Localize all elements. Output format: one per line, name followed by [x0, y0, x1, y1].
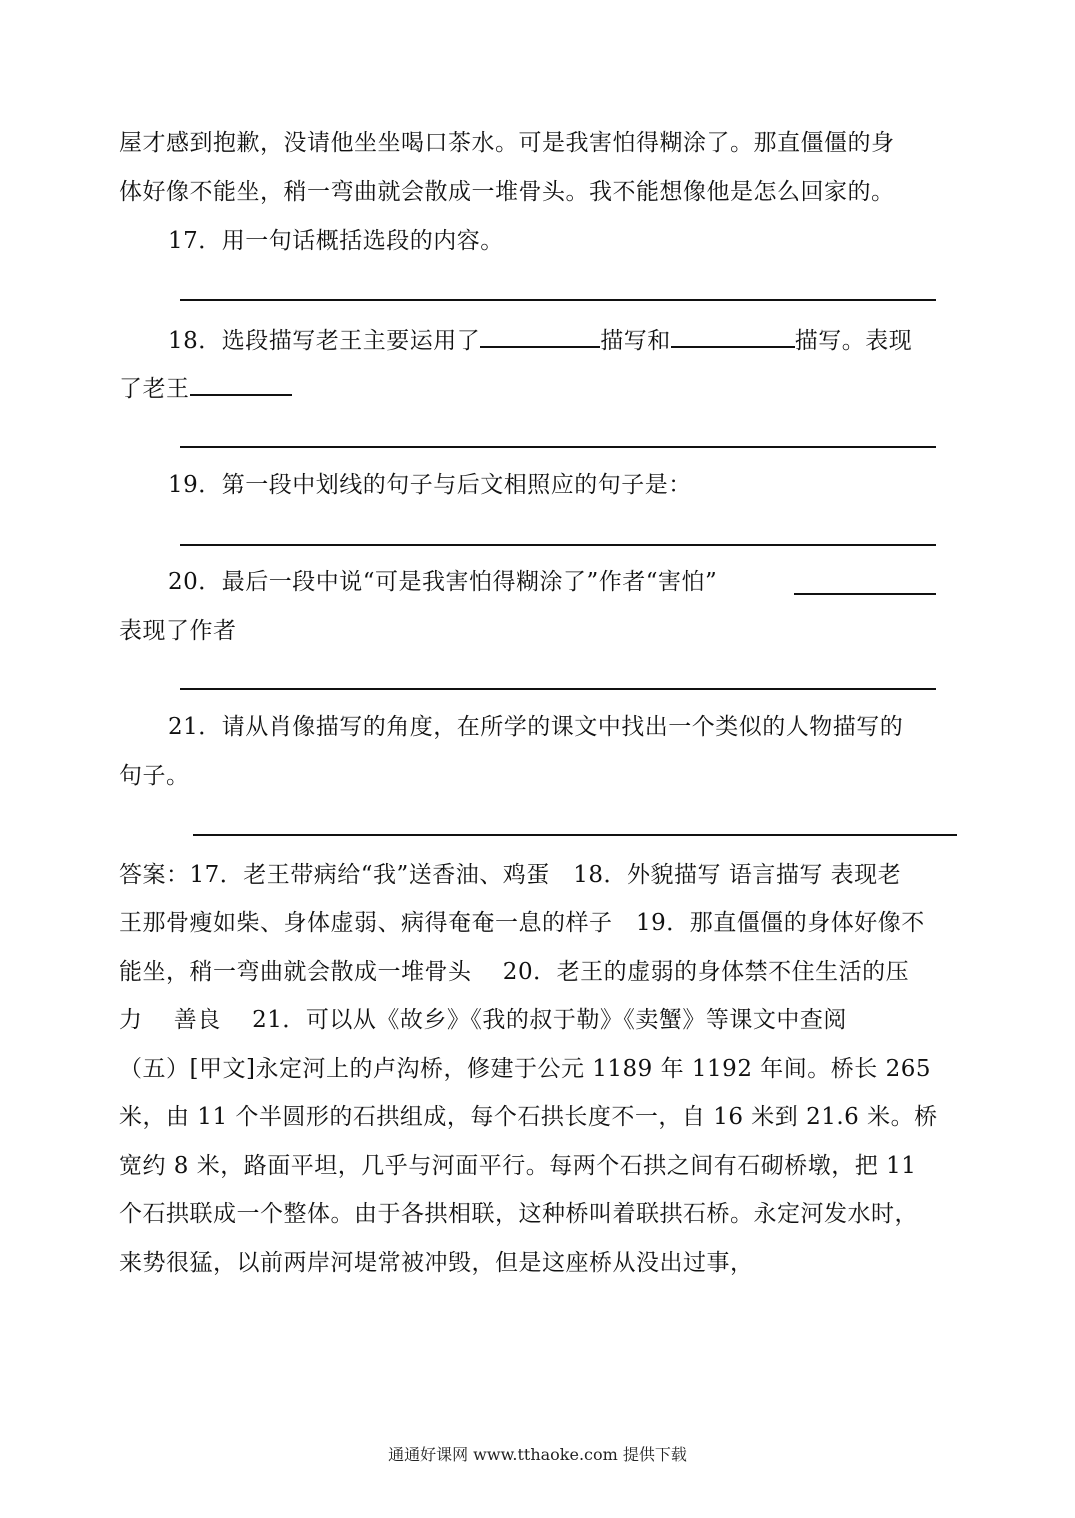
- answer-blank-17[interactable]: [180, 299, 936, 301]
- question-18-line-2: [119, 372, 959, 404]
- q20-text-a: 20．最后一段中说“可是我害怕得糊涂了”作者“害怕”: [168, 569, 718, 595]
- section5-line-3: 宽约 8 米，路面平坦，几乎与河面平行。每两个石拱之间有石砌桥墩，把 11: [119, 1153, 917, 1179]
- question-21-line-2: 句子。: [119, 763, 190, 789]
- q18-text-d: 了老王: [119, 376, 190, 402]
- section5-line-2: 米，由 11 个半圆形的石拱组成，每个石拱长度不一，自 16 米到 21.6 米。桥: [119, 1104, 938, 1130]
- q18-blank-3[interactable]: [190, 372, 292, 396]
- answer-blank-20[interactable]: [180, 688, 936, 690]
- question-20-line-2: 表现了作者: [119, 618, 237, 644]
- q18-blank-2[interactable]: [671, 324, 795, 348]
- q20-blank[interactable]: [794, 593, 936, 595]
- passage-line-1: 屋才感到抱歉，没请他坐坐喝口茶水。可是我害怕得糊涂了。那直僵僵的身: [119, 130, 895, 156]
- q18-text-c: 描写。表现: [794, 328, 913, 354]
- answer-blank-19[interactable]: [180, 544, 936, 546]
- question-21-line-1: 21．请从肖像描写的角度，在所学的课文中找出一个类似的人物描写的: [168, 714, 904, 740]
- question-18-line-1: [168, 324, 1008, 356]
- passage-line-2: 体好像不能坐，稍一弯曲就会散成一堆骨头。我不能想像他是怎么回家的。: [119, 179, 895, 205]
- page-footer: 通通好课网 www.tthaoke.com 提供下载: [388, 1445, 687, 1464]
- answer-line-2: 王那骨瘦如柴、身体虚弱、病得奄奄一息的样子 19．那直僵僵的身体好像不: [119, 910, 925, 936]
- answer-line-1: 答案：17．老王带病给“我”送香油、鸡蛋 18．外貌描写 语言描写 表现老: [119, 862, 902, 888]
- section5-line-1: （五）[甲文]永定河上的卢沟桥，修建于公元 1189 年 1192 年间。桥长 265: [119, 1056, 931, 1082]
- answer-line-3: 能坐，稍一弯曲就会散成一堆骨头 20．老王的虚弱的身体禁不住生活的压: [119, 959, 910, 985]
- section5-line-4: 个石拱联成一个整体。由于各拱相联，这种桥叫着联拱石桥。永定河发水时，: [119, 1201, 918, 1227]
- q18-text-a: 18．选段描写老王主要运用了: [168, 328, 481, 354]
- answer-blank-21[interactable]: [193, 834, 957, 836]
- answer-line-4: 力 善良 21．可以从《故乡》《我的叔于勒》《卖蟹》等课文中查阅: [119, 1007, 847, 1033]
- section5-line-5: 来势很猛，以前两岸河堤常被冲毁，但是这座桥从没出过事，: [119, 1250, 754, 1276]
- q18-text-b: 描写和: [600, 328, 671, 354]
- answer-blank-18[interactable]: [180, 446, 936, 448]
- question-17: 17．用一句话概括选段的内容。: [168, 228, 504, 254]
- q18-blank-1[interactable]: [480, 324, 600, 348]
- question-19: 19．第一段中划线的句子与后文相照应的句子是：: [168, 472, 692, 498]
